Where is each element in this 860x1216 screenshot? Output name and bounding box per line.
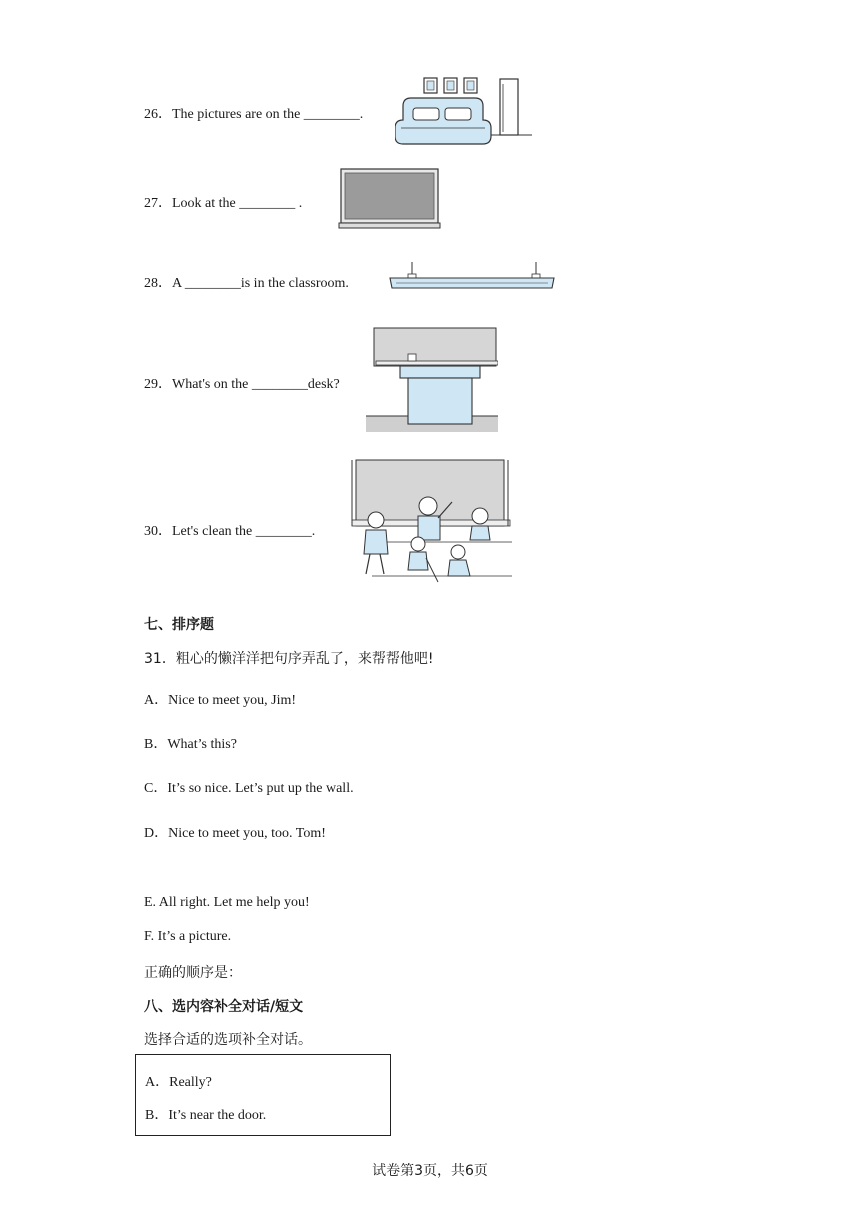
question-number: 29． <box>144 377 172 392</box>
question-30 <box>144 520 315 540</box>
question-text: What's on the ________desk? <box>172 377 340 392</box>
section-7-title: 七、排序题 <box>144 617 214 633</box>
question-text: Look at the ________ . <box>172 196 303 211</box>
question-text: The pictures are on the ________. <box>172 107 364 122</box>
question-28 <box>144 272 349 292</box>
light-icon <box>388 262 556 292</box>
question-29 <box>144 373 340 393</box>
option-b: B．It’s near the door. <box>145 1108 267 1123</box>
question-number: 30． <box>144 524 172 539</box>
question-text: A ________is in the classroom. <box>172 276 349 291</box>
order-item-f: F. It’s a picture. <box>144 929 232 944</box>
question-26 <box>144 103 363 123</box>
section-8-prompt: 选择合适的选项补全对话。 <box>144 1032 312 1048</box>
question-number: 28． <box>144 276 172 291</box>
question-number: 26． <box>144 107 172 122</box>
teachers-desk-icon <box>364 327 498 433</box>
question-27 <box>144 192 302 212</box>
order-item-b: B．What’s this? <box>144 737 237 752</box>
section-8-title: 八、选内容补全对话/短文 <box>144 999 304 1015</box>
option-a: A．Really? <box>145 1075 212 1090</box>
question-text: Let's clean the ________. <box>172 524 316 539</box>
question-number: 27． <box>144 196 172 211</box>
answer-label: 正确的顺序是： <box>144 965 242 981</box>
order-item-e: E. All right. Let me help you! <box>144 895 310 910</box>
sofa-and-pictures-icon <box>395 76 533 148</box>
order-item-c: C．It’s so nice. Let’s put up the wall. <box>144 781 354 796</box>
options-box <box>135 1054 391 1136</box>
page-footer: 试卷第3页，共6页 <box>372 1163 488 1179</box>
children-cleaning-icon <box>348 458 514 586</box>
order-item-d: D．Nice to meet you, too. Tom! <box>144 826 326 841</box>
order-item-a: A．Nice to meet you, Jim! <box>144 693 297 708</box>
section-7-prompt: 31．粗心的懒洋洋把句序弄乱了，来帮帮他吧! <box>144 651 434 667</box>
screen-icon <box>338 168 442 230</box>
